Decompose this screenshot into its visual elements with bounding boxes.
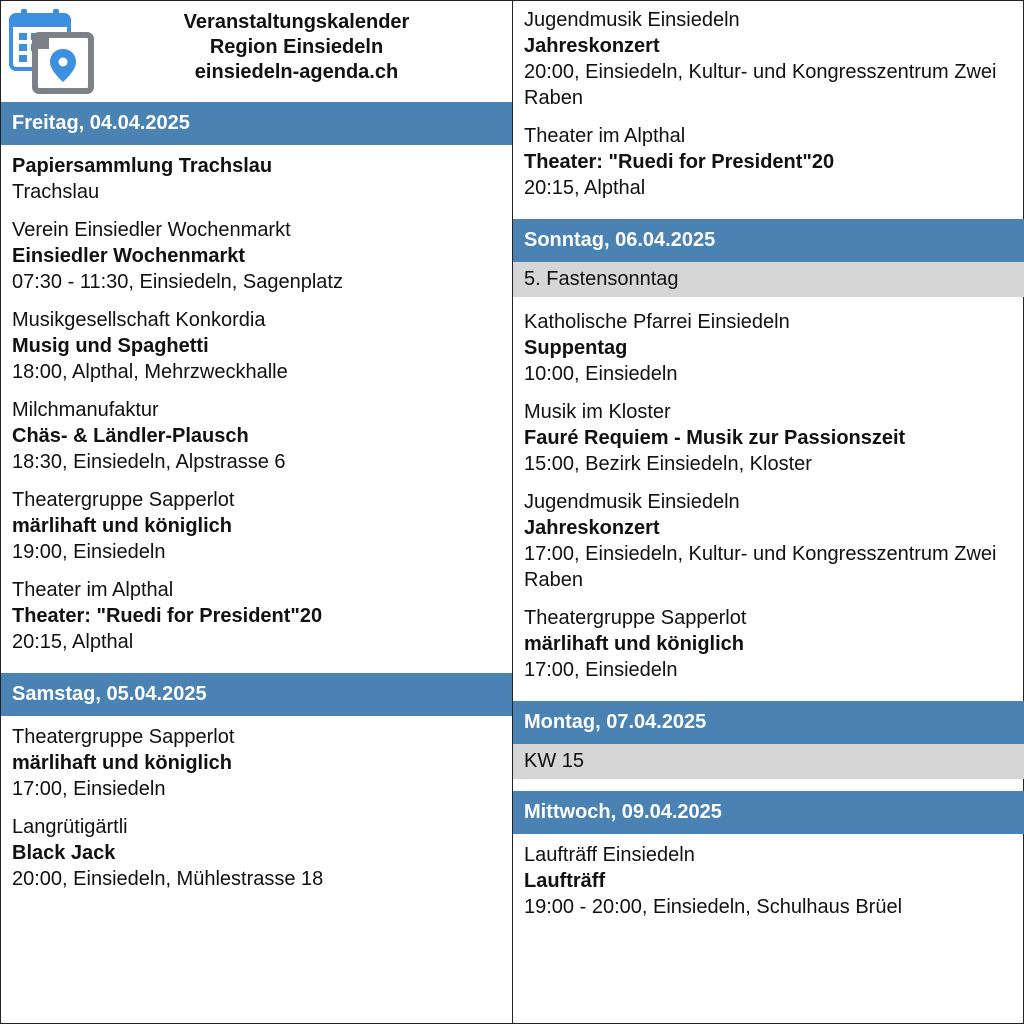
- day-events: [1, 145, 512, 673]
- title-line-1: Veranstaltungskalender: [183, 11, 410, 33]
- event-info: 10:00, Einsiedeln: [524, 363, 678, 385]
- day-header: Mittwoch, 09.04.2025: [513, 791, 1024, 834]
- event-organizer: Jugendmusik Einsiedeln: [524, 491, 740, 513]
- event-info: Trachslau: [12, 181, 100, 203]
- event-info: 07:30 - 11:30, Einsiedeln, Sagenplatz: [12, 271, 343, 293]
- event-item: [12, 724, 501, 802]
- day-events: [513, 297, 1024, 701]
- event-organizer: Langrütigärtli: [12, 816, 128, 838]
- event-item: [524, 842, 1013, 920]
- left-column: [1, 1, 513, 1023]
- day-header: Samstag, 05.04.2025: [1, 673, 512, 716]
- event-organizer: Theater im Alpthal: [524, 125, 686, 147]
- event-organizer: Katholische Pfarrei Einsiedeln: [524, 311, 790, 333]
- event-item: [12, 814, 501, 892]
- event-item: [12, 487, 501, 565]
- event-organizer: Laufträff Einsiedeln: [524, 844, 695, 866]
- event-item: [12, 217, 501, 295]
- event-organizer: Theatergruppe Sapperlot: [524, 607, 747, 629]
- day-events: [513, 834, 1024, 938]
- event-name: märlihaft und königlich: [524, 633, 745, 655]
- event-name: Theater: "Ruedi for President"20: [12, 605, 323, 627]
- event-name: Einsiedler Wochenmarkt: [12, 245, 246, 267]
- event-item: [12, 397, 501, 475]
- event-name: Musig und Spaghetti: [12, 335, 209, 357]
- event-name: Chäs- & Ländler-Plausch: [12, 425, 249, 447]
- event-organizer: Theatergruppe Sapperlot: [12, 489, 235, 511]
- event-name: Suppentag: [524, 337, 628, 359]
- event-item: [12, 307, 501, 385]
- event-item: [524, 605, 1013, 683]
- day-events: [1, 716, 512, 910]
- event-organizer: Musik im Kloster: [524, 401, 671, 423]
- event-item: [524, 399, 1013, 477]
- event-item: [524, 309, 1013, 387]
- event-item: [12, 577, 501, 655]
- event-name: märlihaft und königlich: [12, 515, 233, 537]
- continued-events: [513, 1, 1024, 219]
- day-header: Freitag, 04.04.2025: [1, 102, 512, 145]
- event-item: [12, 153, 501, 205]
- event-organizer: Musikgesellschaft Konkordia: [12, 309, 266, 331]
- event-info: 20:15, Alpthal: [12, 631, 134, 653]
- event-info: 18:00, Alpthal, Mehrzweckhalle: [12, 361, 288, 383]
- event-item: [524, 489, 1013, 593]
- event-name: Laufträff: [524, 870, 606, 892]
- event-organizer: Milchmanufaktur: [12, 399, 159, 421]
- event-name: Fauré Requiem - Musik zur Passionszeit: [524, 427, 906, 449]
- title-line-3: einsiedeln-agenda.ch: [194, 61, 399, 83]
- spacer: [513, 779, 1024, 791]
- event-info: 17:00, Einsiedeln, Kultur- und Kongresszentrum Zwei Raben: [524, 543, 997, 591]
- event-info: 20:00, Einsiedeln, Kultur- und Kongresszentrum Zwei Raben: [524, 61, 997, 109]
- event-info: 18:30, Einsiedeln, Alpstrasse 6: [12, 451, 286, 473]
- event-info: 17:00, Einsiedeln: [524, 659, 678, 681]
- event-name: Jahreskonzert: [524, 517, 660, 539]
- title-line-2: Region Einsiedeln: [209, 36, 384, 58]
- event-info: 19:00, Einsiedeln: [12, 541, 166, 563]
- event-organizer: Jugendmusik Einsiedeln: [524, 9, 740, 31]
- right-column: [513, 1, 1024, 1023]
- event-name: Theater: "Ruedi for President"20: [524, 151, 835, 173]
- event-info: 20:15, Alpthal: [524, 177, 646, 199]
- event-info: 19:00 - 20:00, Einsiedeln, Schulhaus Brüel: [524, 896, 903, 918]
- event-info: 15:00, Bezirk Einsiedeln, Kloster: [524, 453, 812, 475]
- event-name: märlihaft und königlich: [12, 752, 233, 774]
- event-organizer: Theater im Alpthal: [12, 579, 174, 601]
- event-name: Black Jack: [12, 842, 116, 864]
- day-header: Montag, 07.04.2025: [513, 701, 1024, 744]
- agenda-title: [81, 10, 512, 85]
- day-note: KW 15: [513, 744, 1024, 779]
- page-header: [1, 1, 512, 102]
- day-header: Sonntag, 06.04.2025: [513, 219, 1024, 262]
- event-organizer: Theatergruppe Sapperlot: [12, 726, 235, 748]
- event-item: [524, 7, 1013, 111]
- day-note: 5. Fastensonntag: [513, 262, 1024, 297]
- event-item: [524, 123, 1013, 201]
- event-info: 20:00, Einsiedeln, Mühlestrasse 18: [12, 868, 324, 890]
- event-organizer: Verein Einsiedler Wochenmarkt: [12, 219, 291, 241]
- event-info: 17:00, Einsiedeln: [12, 778, 166, 800]
- event-name: Papiersammlung Trachslau: [12, 155, 273, 177]
- event-name: Jahreskonzert: [524, 35, 660, 57]
